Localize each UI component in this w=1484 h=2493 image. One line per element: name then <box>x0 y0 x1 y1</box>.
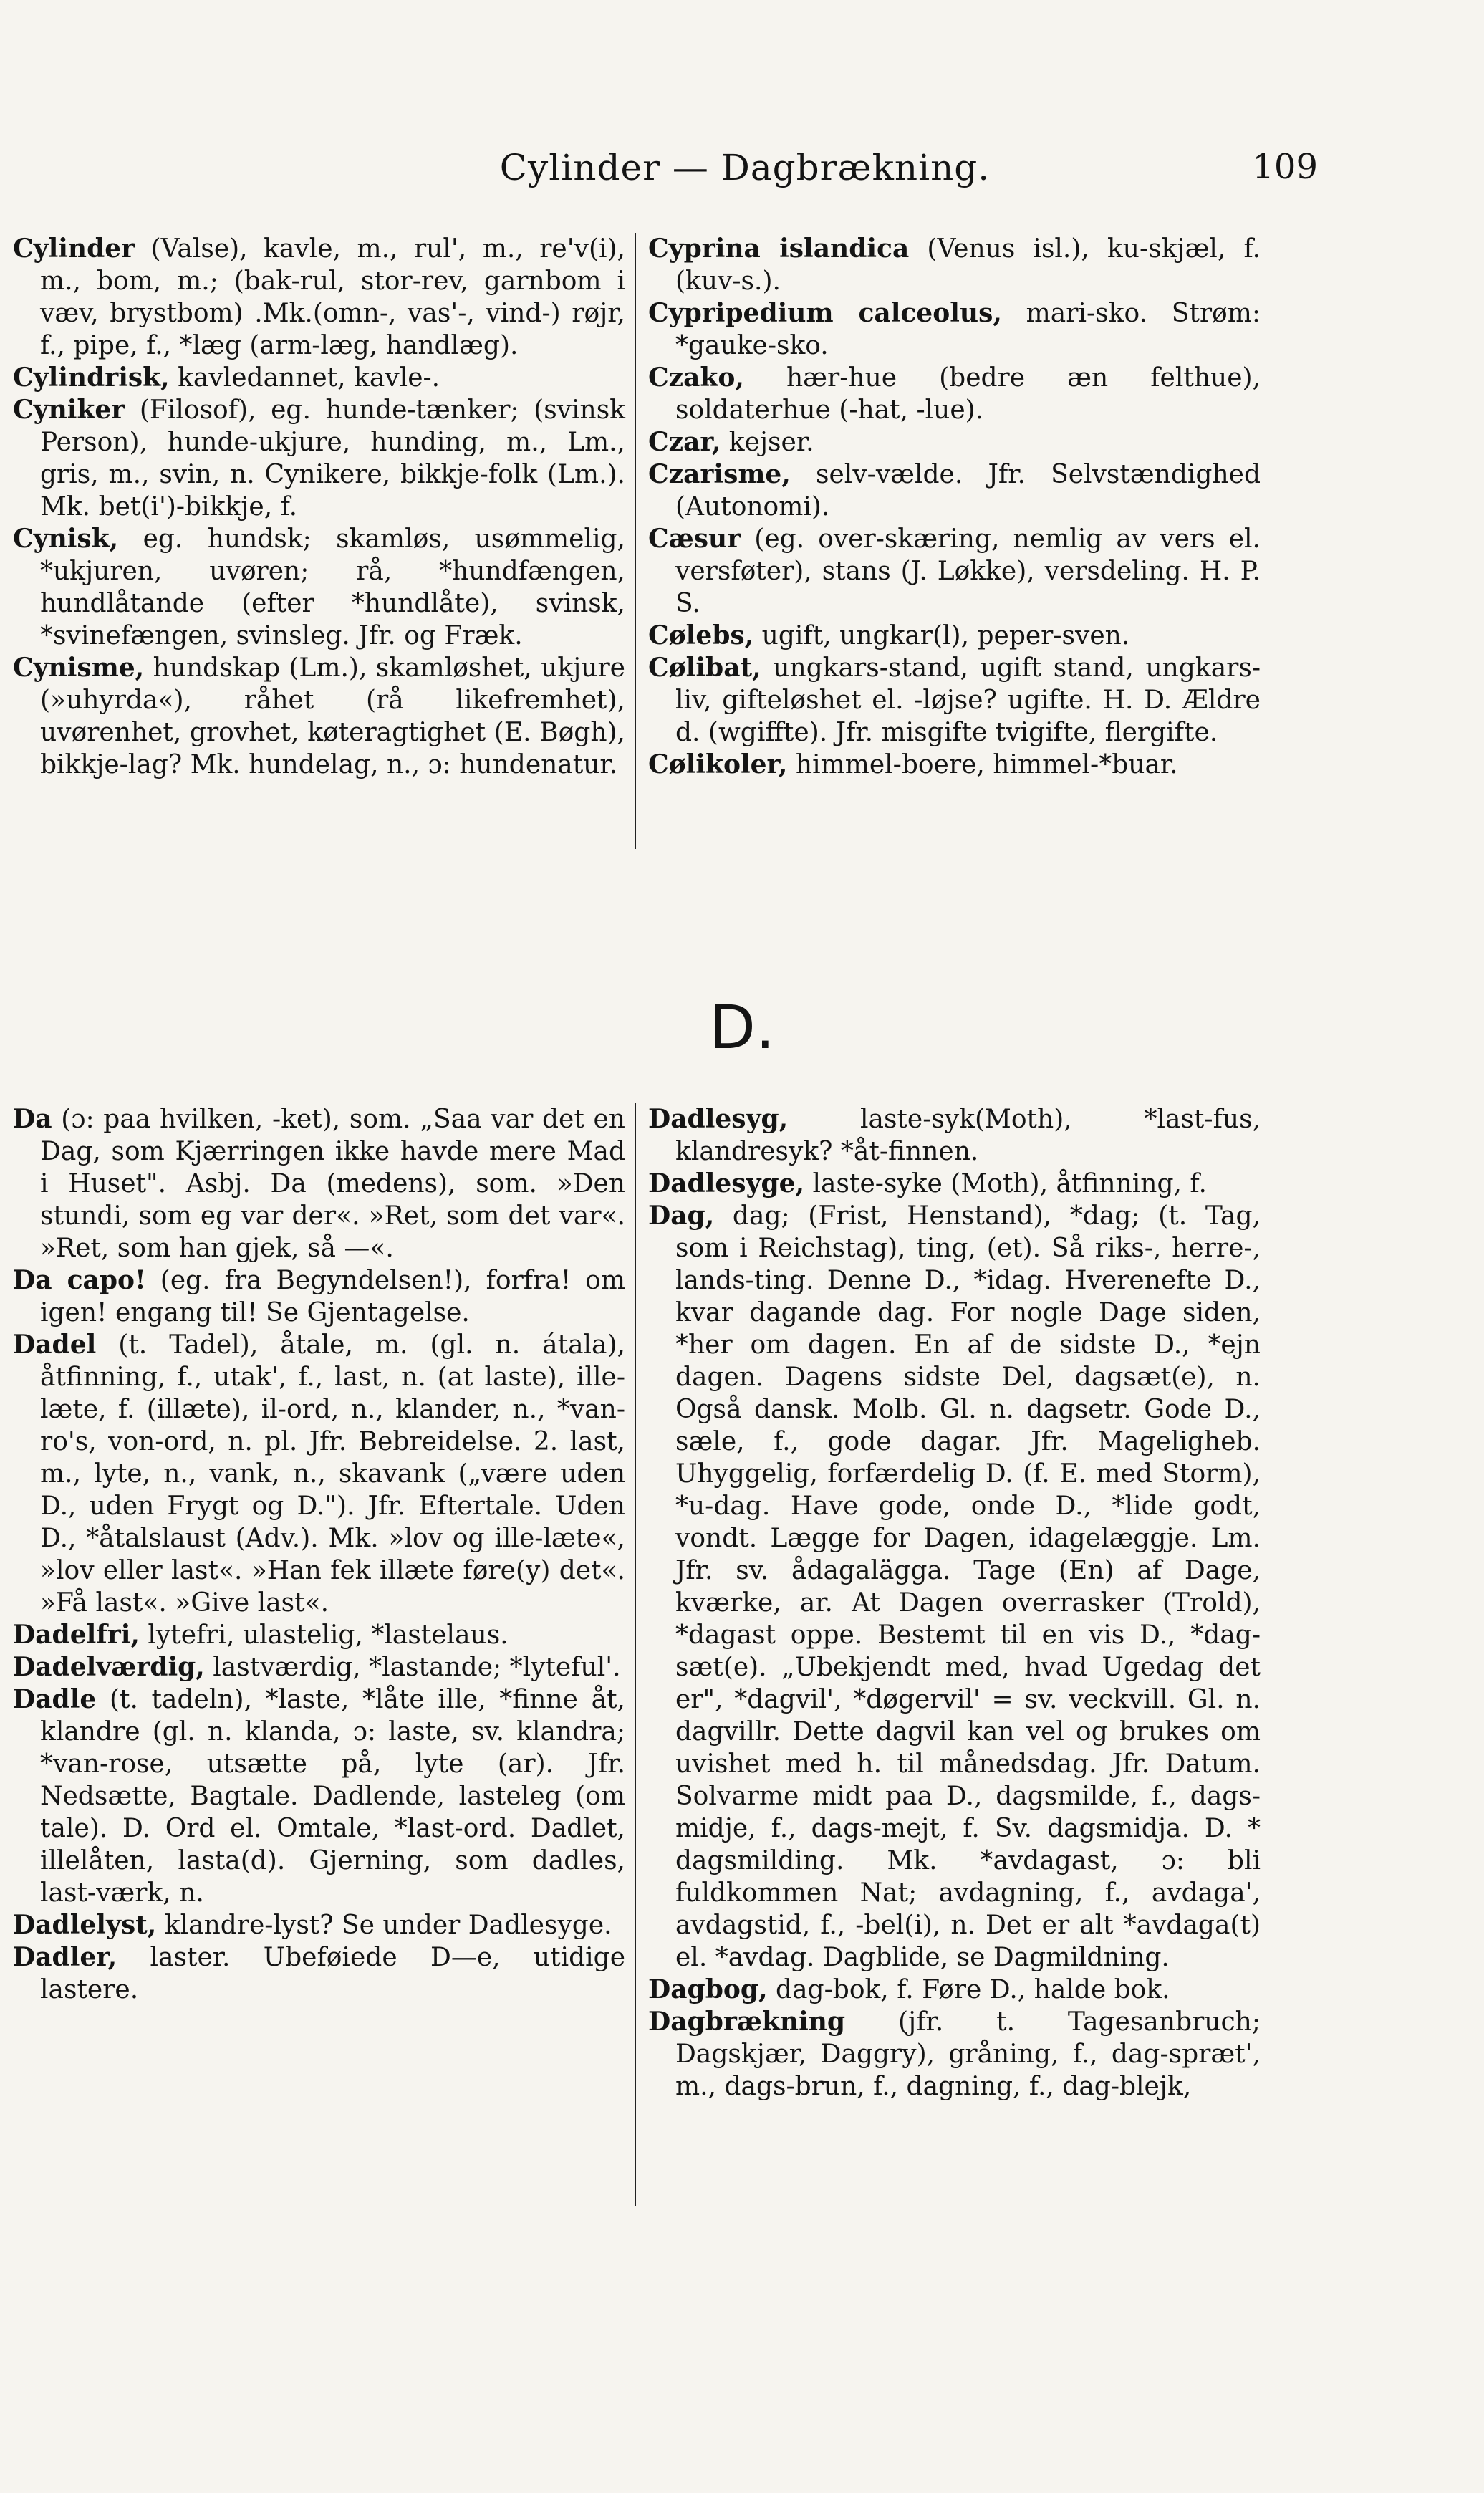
entry-definition: kavledannet, kavle-. <box>169 363 440 393</box>
entry-headword: Cynisk, <box>13 524 119 554</box>
entry-headword: Czako, <box>648 362 744 393</box>
entry-headword: Dadelfri, <box>13 1620 140 1650</box>
page-header <box>64 147 1425 197</box>
page-number: 109 <box>1252 147 1318 187</box>
entry-definition: (Venus isl.), ku-skjæl, f. (kuv-s.). <box>675 234 1261 296</box>
entry-headword: Dagbrækning <box>648 2007 846 2037</box>
dictionary-entry <box>13 394 625 523</box>
dictionary-entry <box>13 1619 625 1651</box>
entry-headword: Cølikoler, <box>648 749 788 779</box>
dictionary-entry <box>13 1651 625 1683</box>
dictionary-entry <box>648 620 1261 652</box>
entry-definition: laste-syk(Moth), *last-fus, klandresyk? *åt-finnen. <box>675 1105 1261 1166</box>
dictionary-entry <box>648 1974 1261 2006</box>
entry-headword: Dag, <box>648 1201 715 1231</box>
entry-headword: Cyprina islandica <box>648 234 910 264</box>
dictionary-entry <box>13 1264 625 1329</box>
dictionary-entry <box>648 1200 1261 1974</box>
dictionary-entry <box>648 1168 1261 1200</box>
dictionary-entry <box>13 523 625 652</box>
entry-headword: Dadlelyst, <box>13 1910 157 1940</box>
entry-definition: lastværdig, *lastande; *lyteful'. <box>204 1653 621 1682</box>
entry-definition: mari-sko. Strøm: *gauke-sko. <box>675 299 1261 360</box>
entry-definition: (t. Tadel), åtale, m. (gl. n. átala), åtfinning, f., utak', f., last, n. (at laste), ille-læte, f. (illæte), il-ord, n., klander, n., *van-ro's, von-ord, n. pl. Jfr. Bebreidelse. 2. last, m., lyte, n., vank, n., skavank („være uden D., uden Frygt og D."). Jfr. Eftertale. Uden D., *åtalslaust (Adv.). Mk. »lov og ille-læte«, »lov eller last«. »Han fek illæte føre(y) det«. »Få last«. »Give last«. <box>40 1330 625 1618</box>
entry-definition: (jfr. t. Tagesanbruch; Dagskjær, Daggry), gråning, f., dag-spræt', m., dags-brun, f., dagning, f., dag-blejk, <box>675 2007 1261 2101</box>
dictionary-entry <box>648 426 1261 458</box>
dictionary-entry <box>13 1329 625 1619</box>
entry-definition: (ɔ: paa hvilken, -ket), som. „Saa var det en Dag, som Kjærringen ikke havde mere Mad i Huset". Asbj. Da (medens), som. »Den stundi, som eg var der«. »Ret, som det var«. »Ret, som han gjek, så —«. <box>40 1105 625 1263</box>
entry-definition: lytefri, ulastelig, *lastelaus. <box>139 1620 509 1650</box>
column-divider <box>635 233 636 849</box>
entry-definition: selv-vælde. Jfr. Selvstændighed (Autonomi). <box>675 460 1261 522</box>
entry-definition: (eg. over-skæring, nemlig av vers el. versføter), stans (J. Løkke), versdeling. H. P. S. <box>675 524 1261 618</box>
entry-headword: Czarisme, <box>648 459 791 489</box>
entry-definition: eg. hundsk; skamløs, usømmelig, *ukjuren, uvøren; rå, *hundfængen, hundlåtande (efter *hundlåte), svinsk, *svinefængen, svinsleg. Jfr. og Fræk. <box>40 524 625 650</box>
dictionary-entry <box>13 362 625 394</box>
entry-headword: Dadlesyg, <box>648 1104 789 1134</box>
entry-headword: Cølibat, <box>648 653 761 683</box>
entry-definition: (eg. fra Begyndelsen!), forfra! om igen! engang til! Se Gjentagelse. <box>40 1266 625 1327</box>
bottom-left-column <box>13 1103 625 2006</box>
dictionary-entry <box>648 297 1261 362</box>
dictionary-entry <box>13 233 625 362</box>
entry-definition: laster. Ubeføiede D—e, utidige lastere. <box>40 1943 625 2004</box>
entry-headword: Czar, <box>648 427 721 457</box>
dictionary-entry <box>648 749 1261 781</box>
dictionary-entry <box>648 362 1261 426</box>
dictionary-entry <box>13 1683 625 1909</box>
entry-headword: Cynisme, <box>13 653 145 683</box>
dictionary-entry <box>13 652 625 781</box>
entry-definition: hær-hue (bedre æn felthue), soldaterhue (-hat, -lue). <box>675 363 1261 425</box>
entry-definition: dag-bok, f. Føre D., halde bok. <box>767 1975 1170 2004</box>
dictionary-entry <box>648 233 1261 297</box>
entry-headword: Dadelværdig, <box>13 1652 205 1682</box>
entry-definition: kejser. <box>721 428 814 457</box>
entry-headword: Dadel <box>13 1330 97 1360</box>
entry-headword: Dadler, <box>13 1942 117 1972</box>
entry-headword: Cypripedium calceolus, <box>648 298 1002 328</box>
top-left-column <box>13 233 625 781</box>
dictionary-entry <box>648 523 1261 620</box>
entry-headword: Cyniker <box>13 395 125 425</box>
dictionary-entry <box>13 1941 625 2006</box>
entry-definition: ungkars-stand, ugift stand, ungkars-liv, gifteløshet el. -løjse? ugifte. H. D. Ældre d. (wgiffte). Jfr. misgifte tvigifte, flergifte. <box>675 653 1261 747</box>
dictionary-entry <box>648 458 1261 523</box>
entry-definition: ugift, ungkar(l), peper-sven. <box>753 621 1130 650</box>
dictionary-entry <box>648 1103 1261 1168</box>
dictionary-entry <box>13 1909 625 1941</box>
entry-headword: Da capo! <box>13 1265 146 1295</box>
entry-definition: laste-syke (Moth), åtfinning, f. <box>804 1169 1207 1199</box>
running-title: Cylinder — Dagbrækning. <box>499 147 991 188</box>
entry-definition: (Valse), kavle, m., rul', m., re'v(i), m., bom, m.; (bak-rul, stor-rev, garnbom i væv, brystbom) .Mk.(omn-, vas'-, vind-) røjr, f., pipe, f., *læg (arm-læg, handlæg). <box>40 234 625 360</box>
dictionary-entry <box>648 2006 1261 2103</box>
section-letter: D. <box>709 992 775 1062</box>
top-right-column <box>648 233 1261 781</box>
entry-headword: Dagbog, <box>648 1974 768 2004</box>
entry-definition: dag; (Frist, Henstand), *dag; (t. Tag, som i Reichstag), ting, (et). Så riks-, herre-, lands-ting. Denne D., *idag. Hverenefte D., kvar dagande dag. For nogle Dage siden, *her om dagen. En af de sidste D., *ejn dagen. Dagens sidste Del, dagsæt(e), n. Også dansk. Molb. Gl. n. dagsetr. Gode D., sæle, f., gode dagar. Jfr. Mageligheb. Uhyggelig, forfærdelig D. (f. E. med Storm), *u-dag. Have gode, onde D., *lide godt, vondt. Lægge for Dagen, idagelæggje. Lm. Jfr. sv. ådagalägga. Tage (En) af Dage, kværke, ar. At Dagen overrasker (Trold), *dagast oppe. Bestemt til en vis D., *dag-sæt(e). „Ubekjendt med, hvad Ugedag det er", *dagvil', *døgervil' = sv. veckvill. Gl. n. dagvillr. Dette dagvil kan vel og brukes om uvishet med h. til månedsdag. Jfr. Datum. Solvarme midt paa D., dagsmilde, f., dags-midje, f., dags-mejt, f. Sv. dagsmidja. D. * dagsmilding. Mk. *avdagast, ɔ: bli fuldkommen Nat; avdagning, f., avdaga', avdagstid, f., -bel(i), n. Det er alt *avdaga(t) el. *avdag. Dagblide, se Dagmildning. <box>675 1201 1261 1972</box>
entry-headword: Dadle <box>13 1684 97 1714</box>
entry-definition: hundskap (Lm.), skamløshet, ukjure (»uhyrda«), råhet (rå likefremhet), uvørenhet, grovhet, køteragtighet (E. Bøgh), bikkje-lag? Mk. hundelag, n., ɔ: hundenatur. <box>40 653 625 779</box>
entry-headword: Cylinder <box>13 234 135 264</box>
entry-definition: himmel-boere, himmel-*buar. <box>787 750 1178 779</box>
bottom-right-column <box>648 1103 1261 2103</box>
entry-headword: Cølebs, <box>648 620 754 650</box>
entry-headword: Cylindrisk, <box>13 362 170 393</box>
entry-definition: (t. tadeln), *laste, *låte ille, *finne åt, klandre (gl. n. klanda, ɔ: laste, sv. klandra; *van-rose, utsætte på, lyte (ar). Jfr. Nedsætte, Bagtale. Dadlende, lasteleg (om tale). D. Ord el. Omtale, *last-ord. Dadlet, illelåten, lasta(d). Gjerning, som dadles, last-værk, n. <box>40 1685 625 1908</box>
dictionary-entry <box>648 652 1261 749</box>
entry-headword: Dadlesyge, <box>648 1168 805 1199</box>
dictionary-entry <box>13 1103 625 1264</box>
column-divider <box>635 1103 636 2206</box>
entry-headword: Da <box>13 1104 52 1134</box>
entry-headword: Cæsur <box>648 524 741 554</box>
entry-definition: klandre-lyst? Se under Dadlesyge. <box>156 1911 612 1940</box>
entry-definition: (Filosof), eg. hunde-tænker; (svinsk Person), hunde-ukjure, hunding, m., Lm., gris, m., svin, n. Cynikere, bikkje-folk (Lm.). Mk. bet(i')-bikkje, f. <box>40 395 625 522</box>
